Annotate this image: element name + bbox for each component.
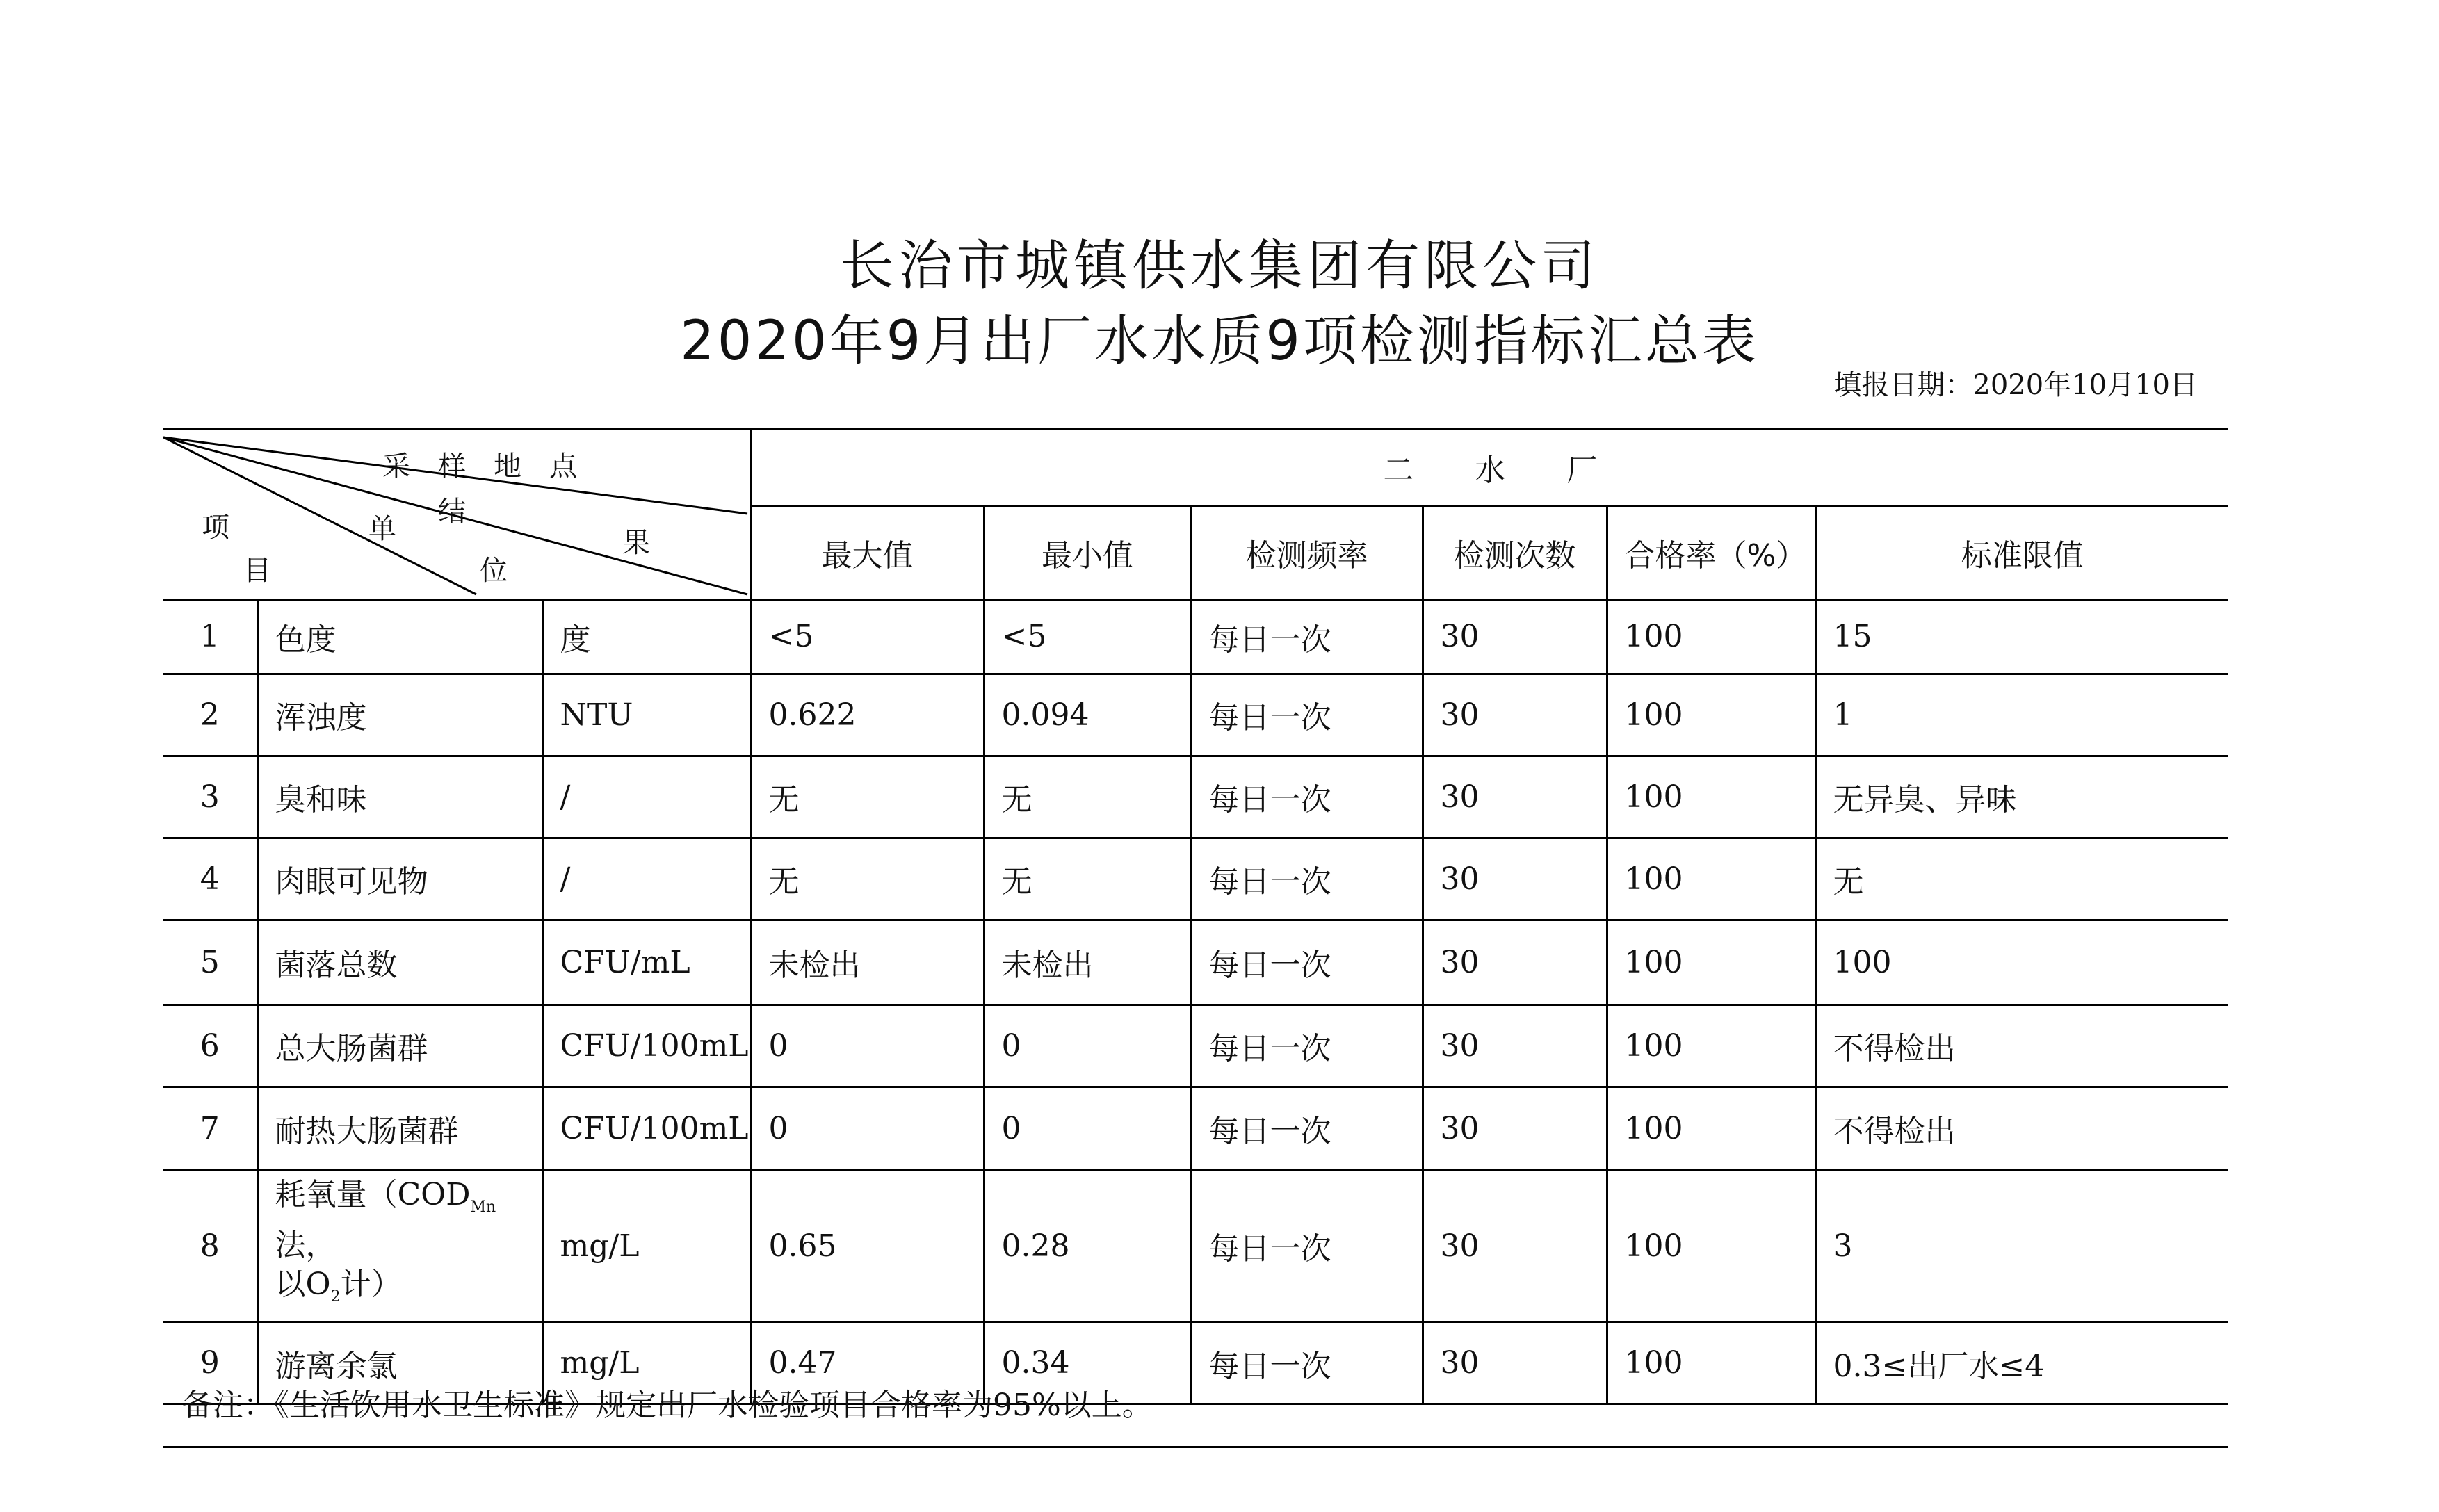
row-item: 臭和味 bbox=[257, 756, 542, 838]
row-no: 1 bbox=[163, 599, 257, 674]
row-limit: 3 bbox=[1815, 1170, 2228, 1322]
report-title-line1: 长治市城镇供水集团有限公司 bbox=[839, 235, 1599, 298]
row-pass-rate: 100 bbox=[1607, 599, 1815, 674]
col-header-min: 最小值 bbox=[984, 505, 1191, 599]
row-limit: 不得检出 bbox=[1815, 1087, 2228, 1170]
row-no: 4 bbox=[163, 838, 257, 920]
row-count: 30 bbox=[1423, 920, 1607, 1005]
diag-label-sampling-site: 采 样 地 点 bbox=[382, 450, 577, 482]
row-limit: 不得检出 bbox=[1815, 1005, 2228, 1087]
row-frequency: 每日一次 bbox=[1191, 838, 1423, 920]
row-no: 8 bbox=[163, 1170, 257, 1322]
row-max: 0.47 bbox=[751, 1322, 984, 1404]
row-max: 0.622 bbox=[751, 674, 984, 756]
row-min: 未检出 bbox=[984, 920, 1191, 1005]
diag-label-result: 结 bbox=[438, 496, 466, 528]
row-count: 30 bbox=[1423, 1170, 1607, 1322]
row-limit: 1 bbox=[1815, 674, 2228, 756]
col-header-pass-rate: 合格率（%） bbox=[1607, 505, 1815, 599]
row-unit: 度 bbox=[542, 599, 751, 674]
row-limit: 无异臭、异味 bbox=[1815, 756, 2228, 838]
diag-label-unit: 单 bbox=[368, 513, 396, 545]
col-header-count: 检测次数 bbox=[1423, 505, 1607, 599]
row-min: 0.34 bbox=[984, 1322, 1191, 1404]
row-no: 6 bbox=[163, 1005, 257, 1087]
report-title-line2: 2020年9月出厂水水质9项检测指标汇总表 bbox=[680, 310, 1759, 373]
row-max: 未检出 bbox=[751, 920, 984, 1005]
table-row bbox=[163, 756, 2228, 838]
row-min: 0 bbox=[984, 1087, 1191, 1170]
table-row bbox=[163, 1005, 2228, 1087]
row-frequency: 每日一次 bbox=[1191, 1005, 1423, 1087]
col-header-frequency: 检测频率 bbox=[1191, 505, 1423, 599]
row-unit: CFU/100mL bbox=[542, 1087, 751, 1170]
row-frequency: 每日一次 bbox=[1191, 674, 1423, 756]
table-row bbox=[163, 1087, 2228, 1170]
row-min: 无 bbox=[984, 838, 1191, 920]
row-count: 30 bbox=[1423, 599, 1607, 674]
row-max: 无 bbox=[751, 756, 984, 838]
table-row bbox=[163, 1170, 2228, 1322]
row-no: 9 bbox=[163, 1322, 257, 1404]
row-min: 0.094 bbox=[984, 674, 1191, 756]
row-count: 30 bbox=[1423, 838, 1607, 920]
row-count: 30 bbox=[1423, 756, 1607, 838]
row-unit: mg/L bbox=[542, 1322, 751, 1404]
row-frequency: 每日一次 bbox=[1191, 756, 1423, 838]
row-item: 游离余氯 bbox=[257, 1322, 542, 1404]
row-unit: CFU/mL bbox=[542, 920, 751, 1005]
diagonal-header-cell bbox=[163, 429, 751, 599]
row-item-sub-mn: Mn bbox=[470, 1198, 496, 1216]
site-name-header: 二 水 厂 bbox=[751, 429, 2228, 505]
row-limit: 100 bbox=[1815, 920, 2228, 1005]
row-item-part-b: 法， bbox=[275, 1228, 337, 1264]
row-frequency: 每日一次 bbox=[1191, 1170, 1423, 1322]
row-no: 3 bbox=[163, 756, 257, 838]
row-unit: mg/L bbox=[542, 1170, 751, 1322]
row-limit: 无 bbox=[1815, 838, 2228, 920]
diag-label-result2: 果 bbox=[622, 527, 650, 559]
row-item-part-d: 计） bbox=[340, 1267, 402, 1303]
row-max: 0 bbox=[751, 1005, 984, 1087]
table-row bbox=[163, 838, 2228, 920]
row-item: 耐热大肠菌群 bbox=[257, 1087, 542, 1170]
row-item: 浑浊度 bbox=[257, 674, 542, 756]
row-max: <5 bbox=[751, 599, 984, 674]
row-frequency: 每日一次 bbox=[1191, 1087, 1423, 1170]
row-no: 7 bbox=[163, 1087, 257, 1170]
diag-label-item: 项 bbox=[202, 512, 229, 544]
table-row bbox=[163, 674, 2228, 756]
row-pass-rate: 100 bbox=[1607, 1322, 1815, 1404]
diag-label-item2: 目 bbox=[243, 555, 271, 587]
row-min: 无 bbox=[984, 756, 1191, 838]
row-limit: 15 bbox=[1815, 599, 2228, 674]
row-item: 菌落总数 bbox=[257, 920, 542, 1005]
table-row bbox=[163, 599, 2228, 674]
col-header-limit: 标准限值 bbox=[1815, 505, 2228, 599]
row-limit: 0.3≤出厂水≤4 bbox=[1815, 1322, 2228, 1404]
col-header-max: 最大值 bbox=[751, 505, 984, 599]
row-frequency: 每日一次 bbox=[1191, 1322, 1423, 1404]
row-no: 5 bbox=[163, 920, 257, 1005]
row-item-part-c: 以O bbox=[275, 1267, 331, 1303]
row-unit: / bbox=[542, 756, 751, 838]
row-min: 0 bbox=[984, 1005, 1191, 1087]
row-pass-rate: 100 bbox=[1607, 1087, 1815, 1170]
row-unit: / bbox=[542, 838, 751, 920]
row-pass-rate: 100 bbox=[1607, 838, 1815, 920]
row-frequency: 每日一次 bbox=[1191, 599, 1423, 674]
row-max: 0 bbox=[751, 1087, 984, 1170]
row-pass-rate: 100 bbox=[1607, 1005, 1815, 1087]
row-max: 无 bbox=[751, 838, 984, 920]
row-pass-rate: 100 bbox=[1607, 920, 1815, 1005]
row-count: 30 bbox=[1423, 674, 1607, 756]
row-count: 30 bbox=[1423, 1005, 1607, 1087]
row-min: <5 bbox=[984, 599, 1191, 674]
diag-label-unit2: 位 bbox=[480, 555, 508, 587]
row-no: 2 bbox=[163, 674, 257, 756]
row-max: 0.65 bbox=[751, 1170, 984, 1322]
row-item: 色度 bbox=[257, 599, 542, 674]
row-unit: CFU/100mL bbox=[542, 1005, 751, 1087]
row-unit: NTU bbox=[542, 674, 751, 756]
row-item-sub-2: 2 bbox=[330, 1288, 341, 1306]
bottom-divider bbox=[163, 1446, 2228, 1448]
row-min: 0.28 bbox=[984, 1170, 1191, 1322]
table-row bbox=[163, 920, 2228, 1005]
row-item bbox=[257, 1170, 542, 1322]
row-item: 肉眼可见物 bbox=[257, 838, 542, 920]
row-item-part-a: 耗氧量（COD bbox=[275, 1176, 471, 1212]
row-pass-rate: 100 bbox=[1607, 674, 1815, 756]
row-count: 30 bbox=[1423, 1087, 1607, 1170]
footnote: 备注：《生活饮用水卫生标准》规定出厂水检验项目合格率为95%以上。 bbox=[182, 1388, 1153, 1423]
row-pass-rate: 100 bbox=[1607, 756, 1815, 838]
row-item: 总大肠菌群 bbox=[257, 1005, 542, 1087]
row-frequency: 每日一次 bbox=[1191, 920, 1423, 1005]
row-pass-rate: 100 bbox=[1607, 1170, 1815, 1322]
row-count: 30 bbox=[1423, 1322, 1607, 1404]
water-quality-table bbox=[163, 428, 2228, 1405]
fill-date: 填报日期：2020年10月10日 bbox=[1833, 369, 2198, 401]
